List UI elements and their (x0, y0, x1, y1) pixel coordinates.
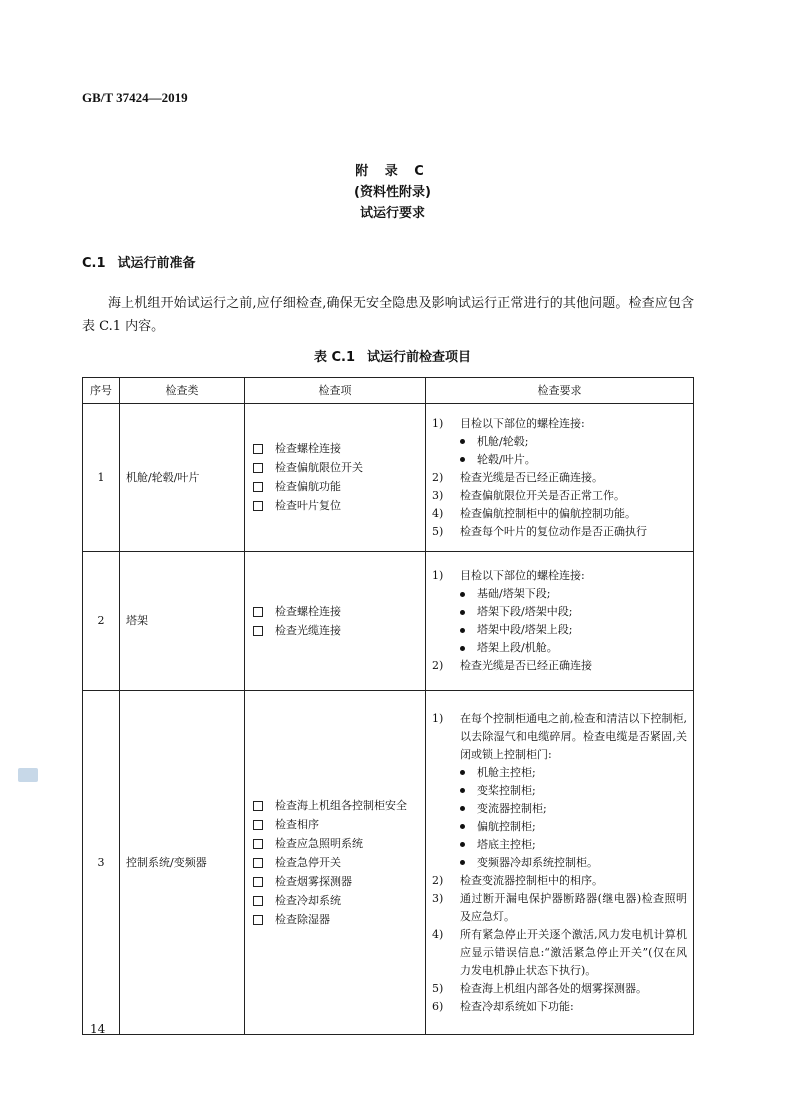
requirement-subitem (432, 603, 687, 621)
requirement-subitem (432, 621, 687, 639)
requirement-number: 6) (432, 999, 444, 1013)
requirement-number: 5) (432, 981, 444, 995)
requirement-text: 检查冷却系统如下功能: (460, 999, 574, 1013)
header-no: 序号 (83, 378, 120, 404)
row-items (245, 691, 426, 1035)
checkbox-icon (253, 877, 263, 887)
check-item-label: 检查偏航限位开关 (275, 461, 363, 474)
check-item-label: 检查烟雾探测器 (275, 874, 352, 888)
check-item (253, 910, 425, 929)
check-item (253, 891, 425, 910)
requirement-subitem-text: 塔架下段/塔架中段; (477, 605, 573, 618)
row-requirements (426, 691, 694, 1035)
checkbox-icon (253, 444, 263, 454)
requirement-text: 检查光缆是否已经正确连接 (460, 659, 592, 672)
check-item (253, 853, 425, 872)
inspection-table (82, 377, 694, 1035)
appendix-type: (资料性附录) (354, 185, 431, 200)
checkbox-icon (253, 626, 263, 636)
check-item (253, 815, 425, 834)
requirement-subitem-text: 轮毂/叶片。 (477, 452, 536, 466)
table-header-row (83, 378, 694, 404)
requirement-text: 通过断开漏电保护器断路器(继电器)检查照明及应急灯。 (460, 891, 687, 923)
header-category: 检查类 (120, 378, 245, 404)
checkbox-icon (253, 858, 263, 868)
row-items (245, 552, 426, 691)
requirement-subitem-text: 机舱主控柜; (477, 765, 536, 779)
requirement-text: 检查每个叶片的复位动作是否正确执行 (460, 524, 647, 538)
requirement-number: 1) (432, 416, 444, 430)
requirement-subitem (432, 585, 687, 603)
check-item (253, 872, 425, 891)
check-item (253, 478, 425, 497)
check-item (253, 497, 425, 516)
table-caption (0, 346, 785, 365)
requirement-number: 2) (432, 470, 444, 484)
standard-code: GB/T 37424—2019 (82, 90, 188, 105)
table-caption-text: 试运行前检查项目 (367, 350, 472, 365)
requirement-number: 4) (432, 927, 444, 941)
row-category: 塔架 (120, 552, 245, 691)
requirement-subitem (432, 836, 687, 854)
header-requirements: 检查要求 (426, 378, 694, 404)
requirement-number: 5) (432, 524, 444, 538)
bullet-icon (460, 610, 465, 615)
check-item-label: 检查偏航功能 (275, 480, 341, 493)
requirement-subitem-text: 变流器控制柜; (477, 801, 547, 815)
row-number: 2 (83, 552, 120, 691)
table-row (83, 404, 694, 552)
requirement-item (432, 505, 687, 523)
checkbox-icon (253, 607, 263, 617)
checkbox-icon (253, 839, 263, 849)
requirement-text: 所有紧急停止开关逐个激活,风力发电机计算机应显示错误信息:“激活紧急停止开关”(仅在风力发电机静止状态下执行)。 (460, 927, 687, 977)
requirement-item (432, 872, 687, 890)
section-number: C.1 (82, 256, 106, 271)
row-items (245, 404, 426, 552)
bullet-icon (460, 439, 465, 444)
table-caption-number: 表 C.1 (313, 350, 356, 365)
requirement-item (432, 926, 687, 980)
check-item-label: 检查除湿器 (275, 912, 330, 926)
appendix-title: 附 录 C (355, 164, 430, 179)
check-item (253, 834, 425, 853)
header-items: 检查项 (245, 378, 426, 404)
row-requirements (426, 552, 694, 691)
bullet-icon (460, 788, 465, 793)
requirement-subitem-text: 变桨控制柜; (477, 783, 536, 797)
requirement-subitem (432, 639, 687, 657)
requirement-item (432, 980, 687, 998)
check-item-label: 检查应急照明系统 (275, 836, 363, 850)
requirement-text: 检查光缆是否已经正确连接。 (460, 470, 603, 484)
checkbox-icon (253, 482, 263, 492)
requirement-subitem-text: 变频器冷却系统控制柜。 (477, 855, 598, 869)
checkbox-icon (253, 915, 263, 925)
requirement-item (432, 487, 687, 505)
requirement-subitem-text: 机舱/轮毂; (477, 434, 529, 448)
requirement-number: 3) (432, 891, 444, 905)
requirement-item (432, 710, 687, 764)
bullet-icon (460, 842, 465, 847)
bullet-icon (460, 770, 465, 775)
requirement-text: 检查偏航限位开关是否正常工作。 (460, 488, 625, 502)
check-item (253, 796, 425, 815)
requirement-text: 检查偏航控制柜中的偏航控制功能。 (460, 506, 636, 520)
checkbox-icon (253, 463, 263, 473)
bullet-icon (460, 646, 465, 651)
check-item (253, 621, 425, 640)
appendix-name: 试运行要求 (359, 206, 425, 221)
check-item-label: 检查光缆连接 (275, 623, 341, 637)
requirement-number: 4) (432, 506, 444, 520)
check-item-label: 检查冷却系统 (275, 893, 341, 907)
check-item-label: 检查螺栓连接 (275, 604, 341, 618)
requirement-subitem-text: 基础/塔架下段; (477, 587, 551, 600)
section-title: 试运行前准备 (117, 256, 196, 271)
check-item-label: 检查叶片复位 (275, 499, 341, 512)
requirement-text: 在每个控制柜通电之前,检查和清洁以下控制柜,以去除湿气和电缆碎屑。检查电缆是否紧固,关闭或锁上控制柜门: (460, 711, 687, 761)
row-category: 控制系统/变频器 (120, 691, 245, 1035)
check-item-label: 检查相序 (275, 817, 319, 831)
requirement-subitem (432, 764, 687, 782)
requirement-subitem-text: 偏航控制柜; (477, 819, 536, 833)
row-requirements (426, 404, 694, 552)
check-item-label: 检查急停开关 (275, 855, 341, 869)
requirement-subitem-text: 塔架中段/塔架上段; (477, 623, 573, 636)
checkbox-icon (253, 820, 263, 830)
requirement-number: 2) (432, 873, 444, 887)
requirement-text: 目检以下部位的螺栓连接: (460, 416, 585, 430)
table-row (83, 552, 694, 691)
check-item (253, 602, 425, 621)
checkbox-icon (253, 501, 263, 511)
bullet-icon (460, 824, 465, 829)
bullet-icon (460, 806, 465, 811)
requirement-subitem-text: 塔底主控柜; (477, 837, 536, 851)
check-item (253, 440, 425, 459)
requirement-item (432, 998, 687, 1016)
bullet-icon (460, 628, 465, 633)
requirement-subitem (432, 800, 687, 818)
requirement-subitem-text: 塔架上段/机舱。 (477, 641, 558, 654)
requirement-item (432, 523, 687, 541)
row-number: 1 (83, 404, 120, 552)
checkbox-icon (253, 801, 263, 811)
requirement-number: 1) (432, 569, 444, 582)
check-item (253, 459, 425, 478)
requirement-number: 3) (432, 488, 444, 502)
requirement-item (432, 890, 687, 926)
requirement-subitem (432, 451, 687, 469)
page-number: 14 (90, 1022, 106, 1036)
requirement-item (432, 469, 687, 487)
checkbox-icon (253, 896, 263, 906)
bullet-icon (460, 592, 465, 597)
requirement-subitem (432, 782, 687, 800)
requirement-number: 1) (432, 711, 444, 725)
side-marker (18, 768, 38, 782)
requirement-item (432, 415, 687, 433)
requirement-number: 2) (432, 659, 444, 672)
requirement-text: 检查变流器控制柜中的相序。 (460, 873, 603, 887)
bullet-icon (460, 860, 465, 865)
check-item-label: 检查海上机组各控制柜安全 (275, 798, 407, 812)
requirement-subitem (432, 818, 687, 836)
body-paragraph: 海上机组开始试运行之前,应仔细检查,确保无安全隐患及影响试运行正常进行的其他问题。检查应包含表 C.1 内容。 (82, 296, 694, 334)
requirement-subitem (432, 854, 687, 872)
requirement-text: 目检以下部位的螺栓连接: (460, 569, 585, 582)
section-heading (82, 252, 196, 271)
requirement-item (432, 567, 687, 585)
requirement-item (432, 657, 687, 675)
requirement-text: 检查海上机组内部各处的烟雾探测器。 (460, 981, 647, 995)
table-row (83, 691, 694, 1035)
row-number: 3 (83, 691, 120, 1035)
row-category: 机舱/轮毂/叶片 (120, 404, 245, 552)
check-item-label: 检查螺栓连接 (275, 442, 341, 455)
requirement-subitem (432, 433, 687, 451)
bullet-icon (460, 457, 465, 462)
